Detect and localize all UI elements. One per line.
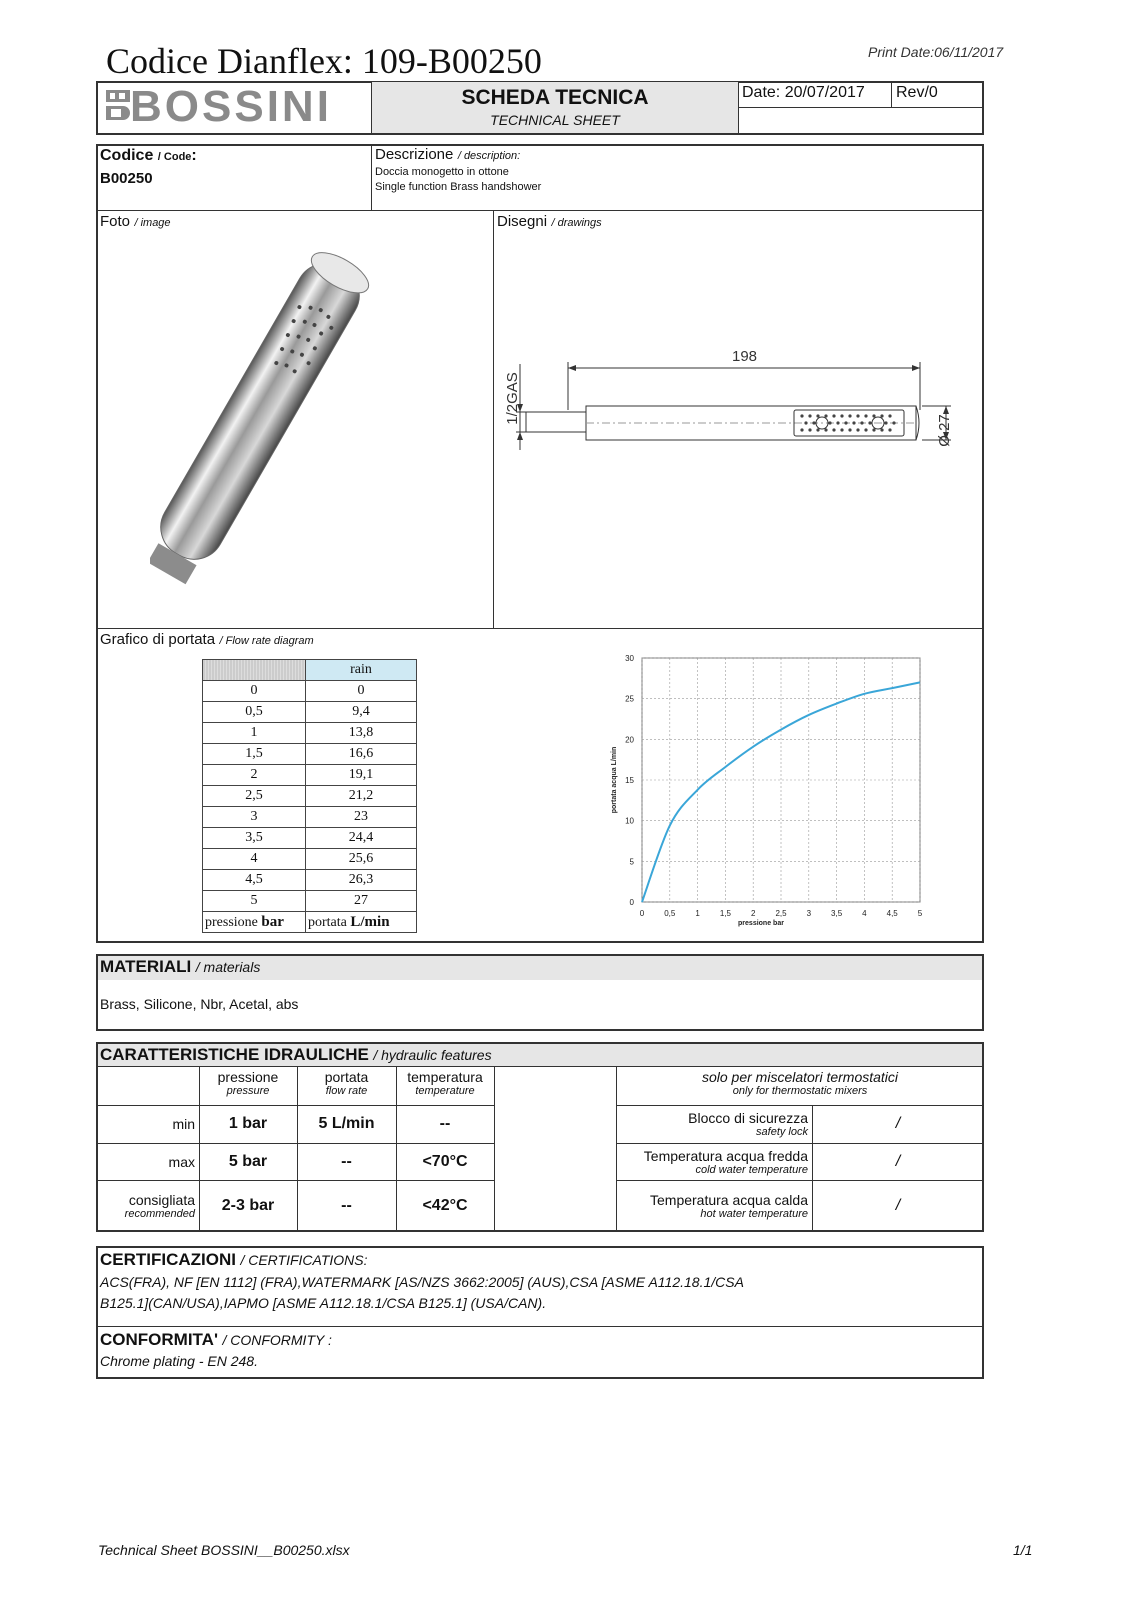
table-row (203, 786, 417, 807)
x-tick-label: 2,5 (775, 909, 787, 918)
table-row (203, 870, 417, 891)
x-tick-label: 3,5 (831, 909, 843, 918)
conformity-text: Chrome plating - EN 248. (100, 1353, 258, 1369)
dimension-diameter: Ø 27 (935, 414, 953, 447)
pressure-cell: 3,5 (203, 828, 306, 849)
flow-cell: 25,6 (306, 849, 417, 870)
y-tick-label: 0 (629, 898, 634, 907)
table-row (203, 891, 417, 912)
product-code-label: Codice / Code: (100, 147, 197, 164)
description-en: Single function Brass handshower (375, 181, 542, 193)
x-tick-label: 0 (639, 909, 645, 918)
pressure-cell: 4 (203, 849, 306, 870)
x-tick-label: 4 (862, 909, 867, 918)
flow-cell: 16,6 (306, 744, 417, 765)
hydraulic-row-label: min (172, 1116, 195, 1132)
materials-title: MATERIALI / materials (100, 957, 261, 976)
table-row (203, 849, 417, 870)
table-row (203, 828, 417, 849)
y-tick-label: 5 (629, 857, 634, 867)
y-axis-label: portata acqua L/min (611, 746, 618, 814)
x-tick-label: 0,5 (664, 909, 676, 918)
materials-text: Brass, Silicone, Nbr, Acetal, abs (100, 996, 299, 1012)
pressure-cell: 0 (203, 681, 306, 702)
table-footer-flow: portata L/min (306, 912, 417, 933)
footer-page-number: 1/1 (1013, 1542, 1033, 1558)
dimension-length: 198 (732, 348, 758, 365)
x-tick-label: 1 (695, 909, 700, 918)
table-row (203, 807, 417, 828)
pressure-cell: 1,5 (203, 744, 306, 765)
flow-cell: 21,2 (306, 786, 417, 807)
footer-filename: Technical Sheet BOSSINI__B00250.xlsx (98, 1542, 350, 1558)
x-tick-label: 1,5 (719, 909, 731, 918)
technical-drawing (496, 350, 976, 510)
y-tick-label: 15 (625, 776, 634, 785)
table-row (203, 723, 417, 744)
table-row (203, 702, 417, 723)
sheet-subtitle: TECHNICAL SHEET (490, 112, 620, 128)
flow-rate-table (202, 659, 417, 933)
x-axis-label: pressione bar (738, 920, 784, 927)
hydraulic-row-label: max (168, 1153, 195, 1170)
hydraulic-flow-value: 5 L/min (318, 1115, 375, 1132)
hydraulic-flow-value: -- (341, 1152, 352, 1170)
certifications-line-1: ACS(FRA), NF [EN 1112] (FRA),WATERMARK [AS/NZS 3662:2005] (AUS),CSA [ASME A112.18.1/CSA (100, 1274, 744, 1290)
handshower-photo (150, 230, 450, 610)
dimension-thread: 1/2GAS (503, 372, 521, 425)
thermostatic-row-value: / (895, 1197, 901, 1214)
pressure-cell: 0,5 (203, 702, 306, 723)
flow-cell: 26,3 (306, 870, 417, 891)
pressure-cell: 1 (203, 723, 306, 744)
thermostatic-row-value: / (895, 1152, 901, 1170)
hydraulic-temp-value: <42°C (422, 1197, 468, 1214)
table-row (203, 681, 417, 702)
sheet-title: SCHEDA TECNICA (461, 86, 649, 109)
flow-cell: 9,4 (306, 702, 417, 723)
description-label: Descrizione / description: (375, 146, 521, 163)
y-tick-label: 20 (625, 735, 634, 745)
thermostatic-row-label: Temperatura acqua fredda cold water temperature (643, 1147, 808, 1176)
hydraulic-title: CARATTERISTICHE IDRAULICHE / hydraulic features (100, 1045, 492, 1064)
x-tick-label: 3 (806, 909, 812, 918)
product-code-value: B00250 (100, 170, 153, 187)
table-row (203, 744, 417, 765)
bossini-mark-icon (104, 88, 132, 126)
col-temp-header: temperatura temperature (407, 1069, 483, 1097)
hydraulic-temp-value: -- (439, 1115, 451, 1132)
certifications-line-2: B125.1](CAN/USA),IAPMO [ASME A112.18.1/CSA B125.1] (USA/CAN). (100, 1295, 547, 1311)
certifications-title: CERTIFICAZIONI / CERTIFICATIONS: (100, 1250, 368, 1269)
hydraulic-row-label: consigliata recommended (124, 1192, 195, 1220)
flow-cell: 0 (306, 681, 417, 702)
flow-cell: 24,4 (306, 828, 417, 849)
thermostatic-header: solo per miscelatori termostatici only for thermostatic mixers (701, 1069, 899, 1097)
flow-cell: 13,8 (306, 723, 417, 744)
flow-cell: 19,1 (306, 765, 417, 786)
x-tick-label: 4,5 (886, 909, 898, 918)
thermostatic-row-label: Temperatura acqua calda hot water temperature (650, 1192, 808, 1220)
table-footer-pressure: pressione bar (203, 912, 306, 933)
table-header-rain: rain (306, 660, 417, 681)
flow-diagram-label: Grafico di portata / Flow rate diagram (100, 631, 314, 648)
y-tick-label: 10 (625, 816, 634, 826)
y-tick-label: 30 (625, 654, 634, 663)
photo-label: Foto / image (100, 213, 171, 230)
hydraulic-pressure-value: 5 bar (228, 1152, 268, 1170)
y-tick-label: 25 (625, 694, 634, 704)
pressure-cell: 2,5 (203, 786, 306, 807)
sheet-revision: Rev/0 (896, 84, 938, 101)
col-flow-header: portata flow rate (324, 1069, 369, 1097)
flow-cell: 23 (306, 807, 417, 828)
brand-logo (104, 82, 354, 131)
pressure-cell: 4,5 (203, 870, 306, 891)
hydraulic-temp-value: <70°C (422, 1152, 468, 1170)
thermostatic-row-label: Blocco di sicurezza safety lock (688, 1110, 808, 1138)
print-date: Print Date:06/11/2017 (868, 44, 1004, 60)
table-header-blank (203, 660, 306, 681)
pressure-cell: 5 (203, 891, 306, 912)
col-pressure-header: pressione pressure (217, 1069, 279, 1097)
hydraulic-flow-value: -- (341, 1197, 352, 1214)
x-tick-label: 5 (917, 909, 923, 918)
sheet-date: Date: 20/07/2017 (742, 84, 865, 101)
conformity-title: CONFORMITA' / CONFORMITY : (100, 1330, 332, 1349)
drawings-label: Disegni / drawings (497, 213, 602, 230)
flow-cell: 27 (306, 891, 417, 912)
hydraulic-pressure-value: 1 bar (228, 1115, 268, 1132)
document-code-title: Codice Dianflex: 109-B00250 (106, 41, 542, 81)
thermostatic-row-value: / (895, 1115, 901, 1132)
flow-rate-chart (594, 646, 934, 936)
pressure-cell: 3 (203, 807, 306, 828)
brand-name: BOSSINI (130, 82, 332, 131)
x-tick-label: 2 (750, 909, 756, 918)
pressure-cell: 2 (203, 765, 306, 786)
table-row (203, 765, 417, 786)
hydraulic-pressure-value: 2-3 bar (221, 1197, 275, 1214)
description-it: Doccia monogetto in ottone (375, 166, 509, 178)
